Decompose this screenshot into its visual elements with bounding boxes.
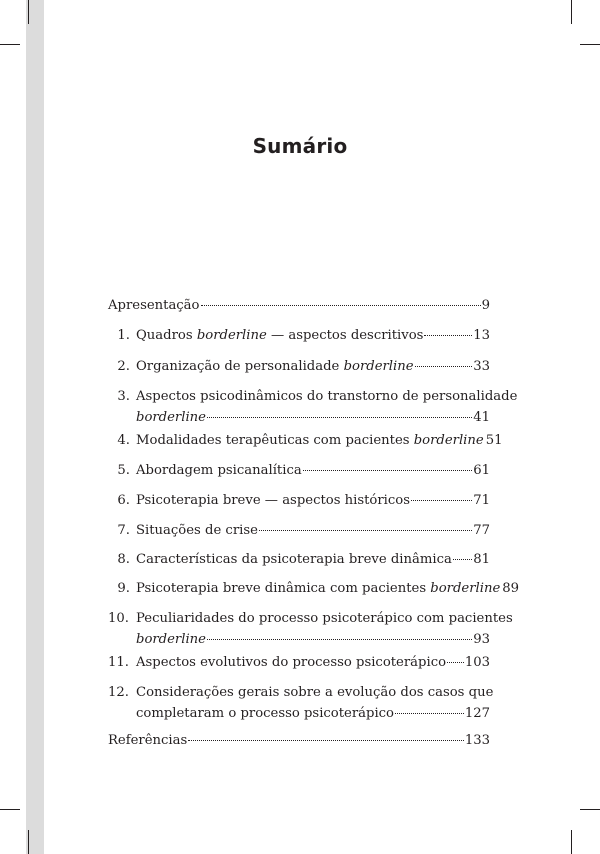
toc-entry-11[interactable] [108, 652, 490, 673]
toc-entry-4[interactable] [108, 430, 503, 451]
toc-page-number: 77 [473, 523, 490, 538]
dot-leader [415, 365, 473, 367]
toc-entry-title: Considerações gerais sobre a evolução dos casos que [136, 685, 494, 700]
crop-mark [571, 830, 572, 854]
toc-entry-apresentacao[interactable] [108, 295, 490, 316]
dot-leader [411, 499, 472, 501]
toc-entry-title: Modalidades terapêuticas com pacientes borderline [136, 433, 484, 448]
toc-entry-title: Quadros borderline — aspectos descritivos [136, 328, 424, 343]
toc-page-number: 51 [485, 433, 503, 448]
toc-entry-title: Situações de crise [136, 523, 258, 538]
crop-mark [28, 830, 29, 854]
toc-entry-number: 2. [117, 359, 130, 374]
dot-leader [201, 304, 481, 306]
toc-entry-title: Referências [108, 733, 188, 748]
toc-entry-12[interactable] [108, 682, 494, 724]
toc-page-number: 103 [464, 655, 490, 670]
toc-entry-number: 11. [108, 655, 129, 670]
toc-page-number: 61 [473, 463, 490, 478]
toc-entry-title: Organização de personalidade borderline [136, 359, 414, 374]
toc-entry-title-cont: borderline [136, 410, 206, 425]
dot-leader [207, 416, 472, 418]
crop-mark [580, 809, 600, 810]
dot-leader [424, 334, 472, 336]
dot-leader [259, 529, 472, 531]
toc-entry-title-cont: borderline [136, 632, 206, 647]
crop-mark [571, 0, 572, 24]
toc-entry-7[interactable] [108, 520, 490, 541]
toc-entry-number: 10. [108, 611, 129, 626]
dot-leader [303, 469, 473, 471]
dot-leader [447, 661, 464, 663]
toc-entry-8[interactable] [108, 549, 490, 570]
toc-page-number: 33 [473, 359, 490, 374]
toc-page-number: 9 [481, 298, 490, 313]
toc-entry-5[interactable] [108, 460, 490, 481]
toc-entry-10[interactable] [108, 608, 513, 650]
toc-entry-3[interactable] [108, 386, 518, 428]
toc-page-number: 41 [473, 410, 490, 425]
toc-entry-title: Características da psicoterapia breve dinâmica [136, 552, 452, 567]
toc-entry-6[interactable] [108, 490, 490, 511]
toc-entry-title-cont: completaram o processo psicoterápico [136, 706, 394, 721]
crop-mark [0, 809, 20, 810]
toc-entry-number: 12. [108, 685, 129, 700]
toc-page-number: 71 [473, 493, 490, 508]
dot-leader [453, 558, 472, 560]
toc-entry-number: 1. [117, 328, 130, 343]
toc-entry-referencias[interactable] [108, 730, 490, 751]
toc-entry-number: 8. [117, 552, 130, 567]
crop-mark [580, 44, 600, 45]
toc-page-number: 133 [464, 733, 490, 748]
toc-entry-title: Psicoterapia breve — aspectos históricos [136, 493, 410, 508]
toc-entry-2[interactable] [108, 356, 490, 377]
toc-entry-1[interactable] [108, 325, 490, 346]
toc-page-number: 81 [473, 552, 490, 567]
toc-entry-title: Apresentação [108, 298, 200, 313]
page-title: Sumário [252, 134, 348, 158]
toc-entry-number: 9. [117, 581, 130, 596]
toc-entry-title: Psicoterapia breve dinâmica com pacientes borderline [136, 581, 501, 596]
page-gutter [26, 0, 44, 854]
toc-entry-number: 4. [117, 433, 130, 448]
toc-entry-number: 5. [117, 463, 130, 478]
toc-entry-title: Aspectos psicodinâmicos do transtorno de personalidade [136, 389, 518, 404]
toc-entry-title: Peculiaridades do processo psicoterápico com pacientes [136, 611, 513, 626]
toc-page-number: 127 [464, 706, 490, 721]
crop-mark [28, 0, 29, 24]
toc-page-number: 13 [473, 328, 490, 343]
toc-entry-number: 7. [117, 523, 130, 538]
dot-leader [395, 712, 464, 714]
crop-mark [0, 44, 20, 45]
toc-entry-9[interactable] [108, 578, 520, 599]
toc-entry-number: 6. [117, 493, 130, 508]
toc-page-number: 93 [473, 632, 490, 647]
dot-leader [188, 739, 464, 741]
toc-entry-title: Aspectos evolutivos do processo psicoterápico [136, 655, 447, 670]
dot-leader [207, 638, 472, 640]
toc-entry-title: Abordagem psicanalítica [136, 463, 302, 478]
toc-page-number: 89 [502, 581, 520, 596]
toc-entry-number: 3. [117, 389, 130, 404]
